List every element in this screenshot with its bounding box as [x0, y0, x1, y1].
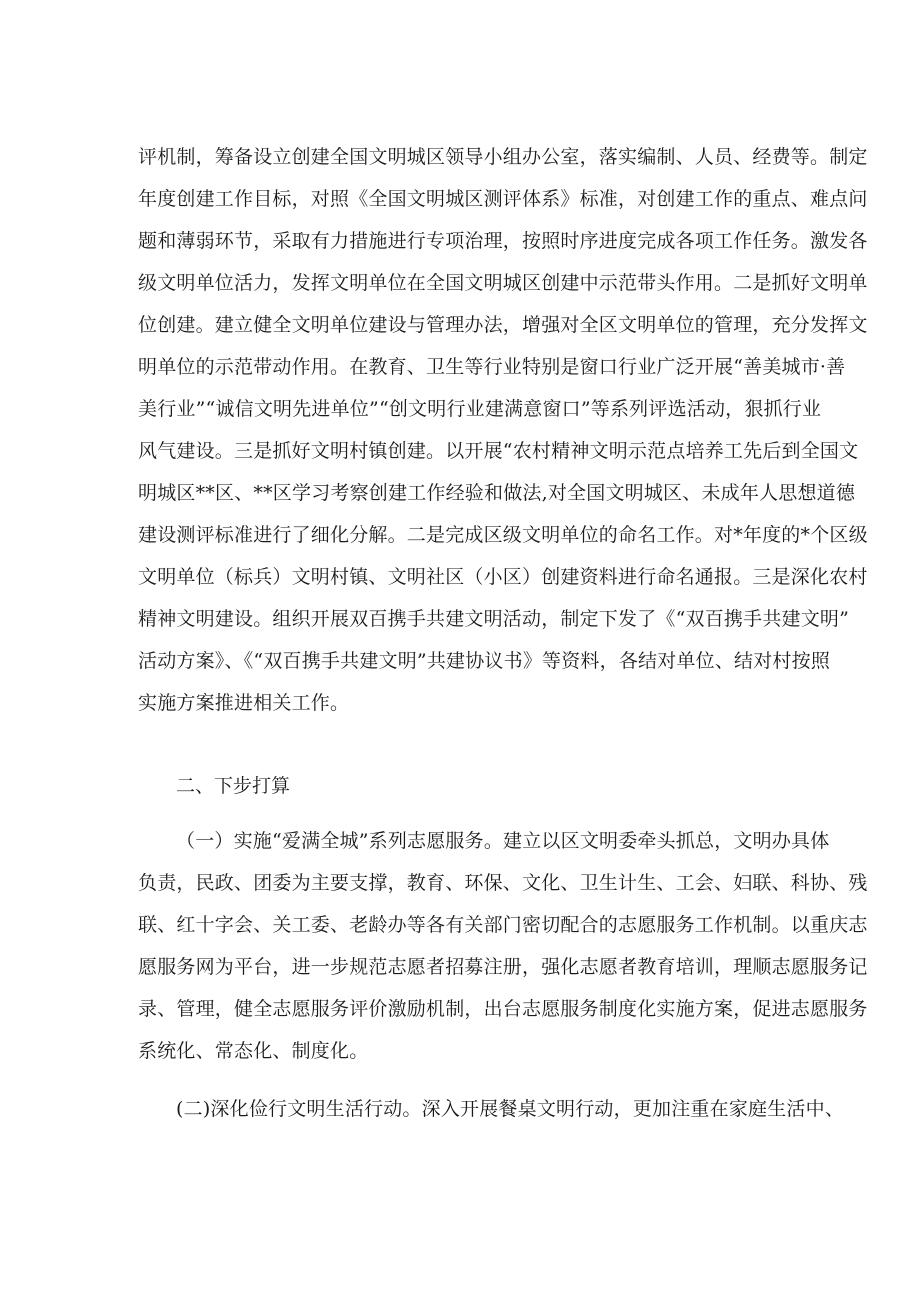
- paragraph-1-line: 建设测评标准进行了细化分解。二是完成区级文明单位的命名工作。对*年度的*个区级: [138, 524, 868, 546]
- paragraph-1-line: 明城区**区、**区学习考察创建工作经验和做法,对全国文明城区、未成年人思想道德: [138, 482, 856, 504]
- paragraph-1-line: 级文明单位活力，发挥文明单位在全国文明城区创建中示范带头作用。二是抓好文明单: [138, 272, 868, 294]
- paragraph-1-line: 位创建。建立健全文明单位建设与管理办法，增强对全区文明单位的管理，充分发挥文: [138, 314, 868, 336]
- paragraph-1-line: 明单位的示范带动作用。在教育、卫生等行业特别是窗口行业广泛开展“善美城市·善: [138, 356, 846, 378]
- paragraph-1-line: 文明单位（标兵）文明村镇、文明社区（小区）创建资料进行命名通报。三是深化农村: [138, 566, 868, 588]
- paragraph-2-line: （一）实施“爱满全城”系列志愿服务。建立以区文明委牵头抓总，文明办具体: [176, 830, 830, 852]
- paragraph-3-line: (二)深化俭行文明生活行动。深入开展餐桌文明行动，更加注重在家庭生活中、: [176, 1098, 845, 1120]
- paragraph-2-line: 愿服务网为平台，进一步规范志愿者招募注册，强化志愿者教育培训，理顺志愿服务记: [138, 956, 868, 978]
- paragraph-1-line: 风气建设。三是抓好文明村镇创建。以开展“农村精神文明示范点培养工先后到全国文: [138, 440, 859, 462]
- paragraph-1-line: 评机制，筹备设立创建全国文明城区领导小组办公室，落实编制、人员、经费等。制定: [138, 146, 868, 168]
- paragraph-1-line: 年度创建工作目标，对照《全国文明城区测评体系》标准，对创建工作的重点、难点问: [138, 188, 868, 210]
- paragraph-2-line: 系统化、常态化、制度化。: [138, 1040, 369, 1062]
- paragraph-1-line: 题和薄弱环节，采取有力措施进行专项治理，按照时序进度完成各项工作任务。激发各: [138, 230, 868, 252]
- section-heading: 二、下步打算: [176, 775, 291, 797]
- paragraph-1-line: 精神文明建设。组织开展双百携手共建文明活动，制定下发了《“双百携手共建文明”: [138, 608, 850, 630]
- paragraph-2-line: 录、管理，健全志愿服务评价激励机制，出台志愿服务制度化实施方案，促进志愿服务: [138, 998, 868, 1020]
- paragraph-1-line: 活动方案》、《“双百携手共建文明”共建协议书》等资料，各结对单位、结对村按照: [138, 650, 831, 672]
- paragraph-2-line: 负责，民政、团委为主要支撑，教育、环保、文化、卫生计生、工会、妇联、科协、残: [138, 872, 868, 894]
- paragraph-1-line: 实施方案推进相关工作。: [138, 692, 350, 714]
- paragraph-1-line: 美行业”“诚信文明先进单位”“创文明行业建满意窗口”等系列评选活动，狠抓行业: [138, 398, 822, 420]
- paragraph-2-line: 联、红十字会、关工委、老龄办等各有关部门密切配合的志愿服务工作机制。以重庆志: [138, 914, 868, 936]
